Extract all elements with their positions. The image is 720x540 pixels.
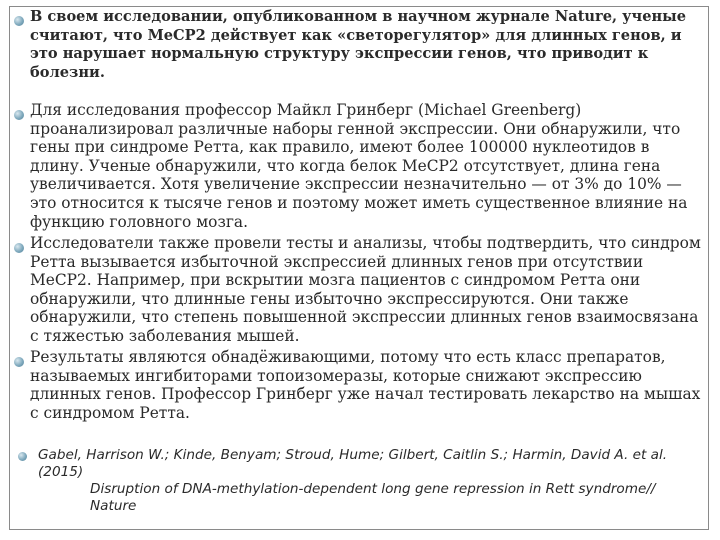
bullet-icon xyxy=(14,16,24,26)
reference-line-1: Gabel, Harrison W.; Kinde, Benyam; Stroud, Hume; Gilbert, Caitlin S.; Harmin, David A. et al. (2015) xyxy=(38,447,668,480)
bullet-text-2: Для исследования профессор Майкл Гринберг (Michael Greenberg) проанализировал различные наборы генной экспрессии. Они обнаружили, что гены при синдроме Ретта, как правило, имеют более 100000 нуклеотидов в длину. Ученые обнаружили, что когда белок MeCP2 отсутствует, длина гена увеличивается. Хотя увеличение экспрессии незначительно — от 3% до 10% — это относится к тысяче генов и поэтому может иметь существенное влияние на функцию головного мозга. xyxy=(30,101,688,231)
bullet-icon xyxy=(14,243,24,253)
bullet-text-3: Исследователи также провели тесты и анализы, чтобы подтвердить, что синдром Ретта вызывается избыточной экспрессией длинных генов при отсутствии MeCP2. Например, при вскрытии мозга пациентов с синдромом Ретта они обнаружили, что длинные гены избыточно экспрессируются. Они также обнаружили, что степень повышенной экспрессии длинных генов взаимосвязана с тяжестью заболевания мышей. xyxy=(30,234,701,345)
bullet-text-1: В своем исследовании, опубликованном в научном журнале Nature, ученые считают, что MeCP2 действует как «светорегулятор» для длинных генов, и это нарушает нормальную структуру экспрессии генов, что приводит к болезни. xyxy=(30,8,687,81)
bullet-text-4: Результаты являются обнадёживающими, потому что есть класс препаратов, называемых ингибиторами топоизомеразы, которые снижают экспрессию длинных генов. Профессор Гринберг уже начал тестировать лекарство на мышах с синдромом Ретта. xyxy=(30,348,701,422)
bullet-icon xyxy=(14,110,24,120)
reference-line-2: Disruption of DNA-methylation-dependent long gene repression in Rett syndrome// Nature xyxy=(90,481,656,514)
reference-citation xyxy=(38,447,698,515)
bullet-icon xyxy=(14,357,24,367)
reference-bullet-icon xyxy=(18,452,27,461)
